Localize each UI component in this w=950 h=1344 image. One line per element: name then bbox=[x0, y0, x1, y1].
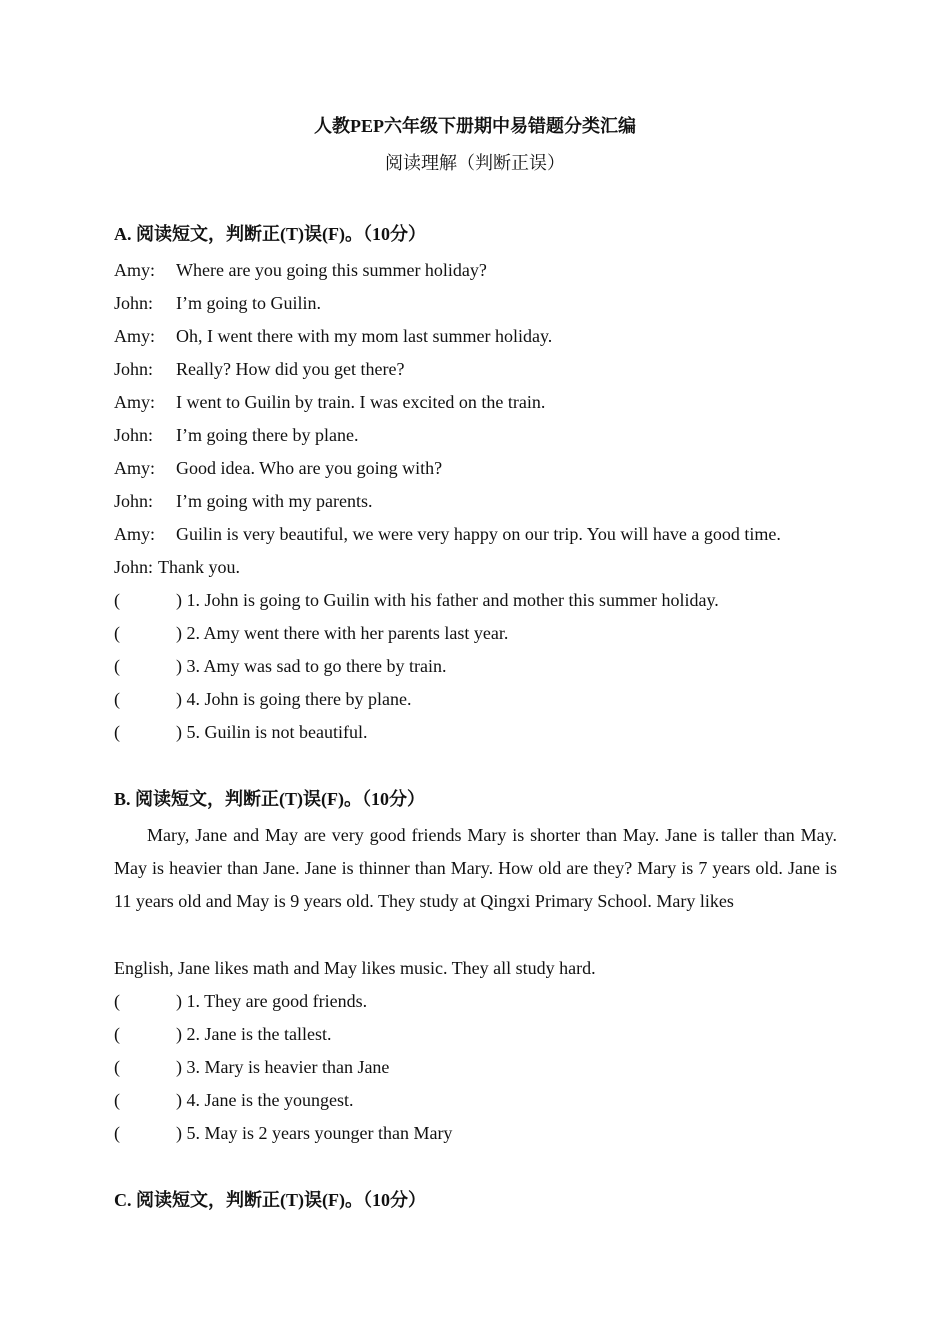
question-text: ) 5. Guilin is not beautiful. bbox=[176, 722, 368, 742]
question-item bbox=[114, 621, 508, 645]
dialogue-line bbox=[114, 456, 442, 480]
dialogue-line bbox=[114, 489, 372, 513]
answer-blank[interactable]: ( bbox=[114, 623, 120, 643]
speaker: John: bbox=[114, 557, 154, 577]
page-title: 人教PEP六年级下册期中易错题分类汇编 bbox=[314, 116, 636, 136]
section-c-heading: C. 阅读短文，判断正(T)误(F)。（10分） bbox=[114, 1190, 426, 1210]
question-item bbox=[114, 720, 367, 744]
dialogue-text: Really? How did you get there? bbox=[176, 359, 405, 379]
question-item bbox=[114, 1121, 452, 1145]
section-b-heading: B. 阅读短文，判断正(T)误(F)。（10分） bbox=[114, 789, 425, 809]
dialogue-text: Where are you going this summer holiday? bbox=[176, 260, 487, 280]
speaker: Amy: bbox=[114, 458, 156, 478]
speaker: John: bbox=[114, 293, 154, 313]
question-text: ) 5. May is 2 years younger than Mary bbox=[176, 1123, 453, 1143]
speaker: John: bbox=[114, 425, 154, 445]
question-text: ) 2. Jane is the tallest. bbox=[176, 1024, 332, 1044]
answer-blank[interactable]: ( bbox=[114, 722, 120, 742]
question-item bbox=[114, 1022, 331, 1046]
reading-passage: Mary, Jane and May are very good friends Mary is shorter than May. Jane is taller than May. May is heavier than Jane. Jane is thinner than Mary. How old are they? Mary is 7 years old. Jane is 11 years old and May is 9 years old. They study at Qingxi Primary School. Mary likes bbox=[114, 825, 837, 911]
dialogue-line bbox=[114, 555, 240, 579]
answer-blank[interactable]: ( bbox=[114, 1024, 120, 1044]
dialogue-text: Guilin is very beautiful, we were very happy on our trip. You will have a good time. bbox=[176, 524, 781, 544]
question-item bbox=[114, 1088, 353, 1112]
question-text: ) 4. Jane is the youngest. bbox=[176, 1090, 354, 1110]
dialogue-text: I’m going with my parents. bbox=[176, 491, 373, 511]
question-text: ) 1. John is going to Guilin with his father and mother this summer holiday. bbox=[176, 590, 719, 610]
question-item bbox=[114, 588, 719, 612]
answer-blank[interactable]: ( bbox=[114, 1057, 120, 1077]
dialogue-line bbox=[114, 357, 404, 381]
speaker: Amy: bbox=[114, 524, 156, 544]
speaker: John: bbox=[114, 359, 154, 379]
question-text: ) 3. Mary is heavier than Jane bbox=[176, 1057, 390, 1077]
question-item bbox=[114, 654, 446, 678]
dialogue-text: I’m going to Guilin. bbox=[176, 293, 321, 313]
question-text: ) 1. They are good friends. bbox=[176, 991, 368, 1011]
dialogue-line bbox=[114, 291, 321, 315]
dialogue-line bbox=[114, 390, 545, 414]
answer-blank[interactable]: ( bbox=[114, 991, 120, 1011]
question-item bbox=[114, 1055, 389, 1079]
answer-blank[interactable]: ( bbox=[114, 656, 120, 676]
dialogue-text: Oh, I went there with my mom last summer holiday. bbox=[176, 326, 553, 346]
dialogue-line bbox=[114, 423, 358, 447]
question-text: ) 3. Amy was sad to go there by train. bbox=[176, 656, 447, 676]
question-text: ) 4. John is going there by plane. bbox=[176, 689, 412, 709]
dialogue-text: I went to Guilin by train. I was excited on the train. bbox=[176, 392, 546, 412]
answer-blank[interactable]: ( bbox=[114, 1090, 120, 1110]
dialogue-text: I’m going there by plane. bbox=[176, 425, 359, 445]
speaker: Amy: bbox=[114, 392, 156, 412]
dialogue-line bbox=[114, 522, 781, 546]
speaker: Amy: bbox=[114, 326, 156, 346]
reading-passage-continued: English, Jane likes math and May likes music. They all study hard. bbox=[114, 958, 596, 978]
speaker: John: bbox=[114, 491, 154, 511]
answer-blank[interactable]: ( bbox=[114, 689, 120, 709]
section-a-heading: A. 阅读短文，判断正(T)误(F)。（10分） bbox=[114, 224, 426, 244]
dialogue-text: Thank you. bbox=[158, 557, 240, 577]
answer-blank[interactable]: ( bbox=[114, 590, 120, 610]
dialogue-line bbox=[114, 258, 487, 282]
question-item bbox=[114, 687, 411, 711]
question-text: ) 2. Amy went there with her parents last year. bbox=[176, 623, 509, 643]
speaker: Amy: bbox=[114, 260, 156, 280]
answer-blank[interactable]: ( bbox=[114, 1123, 120, 1143]
dialogue-text: Good idea. Who are you going with? bbox=[176, 458, 443, 478]
dialogue-line bbox=[114, 324, 552, 348]
page-subtitle: 阅读理解（判断正误） bbox=[385, 153, 565, 173]
question-item bbox=[114, 989, 367, 1013]
